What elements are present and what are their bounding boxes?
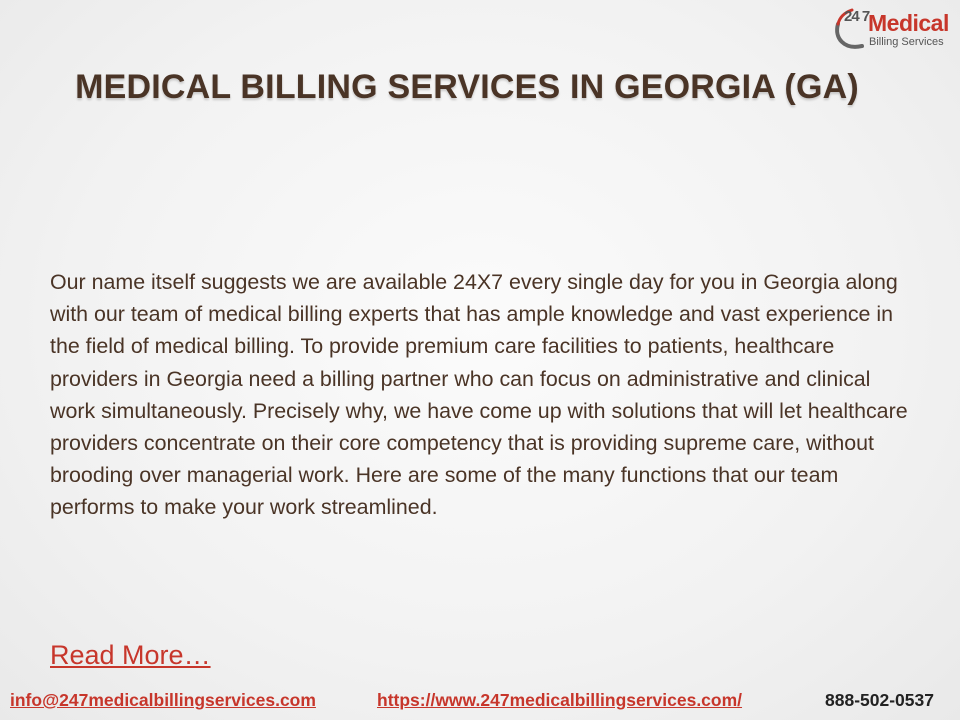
logo-subtitle: Billing Services — [869, 36, 944, 48]
read-more-link[interactable]: Read More… — [50, 640, 211, 670]
logo-wordmark: Medical — [868, 10, 949, 36]
slide-title: MEDICAL BILLING SERVICES IN GEORGIA (GA) — [75, 68, 859, 106]
body-paragraph: Our name itself suggests we are available 24X7 every single day for you in Georgia along with our team of medical billing experts that has ample knowledge and vast experience in the field of medical billing. To provide premium care facilities to patients, healthcare providers in Georgia need a billing partner who can focus on administrative and clinical work simultaneously. Precisely why, we have come up with solutions that will let healthcare providers concentrate on their core competency that is providing supreme care, without brooding over managerial work. Here are some of the many functions that our team performs to make your work streamlined. — [50, 270, 908, 520]
company-logo — [832, 6, 954, 58]
footer-email-link[interactable]: info@247medicalbillingservices.com — [10, 690, 316, 710]
logo-digits: 24 7 — [844, 8, 870, 25]
footer — [0, 690, 960, 718]
footer-phone: 888-502-0537 — [825, 690, 934, 710]
footer-website-link[interactable]: https://www.247medicalbillingservices.com/ — [377, 690, 743, 710]
